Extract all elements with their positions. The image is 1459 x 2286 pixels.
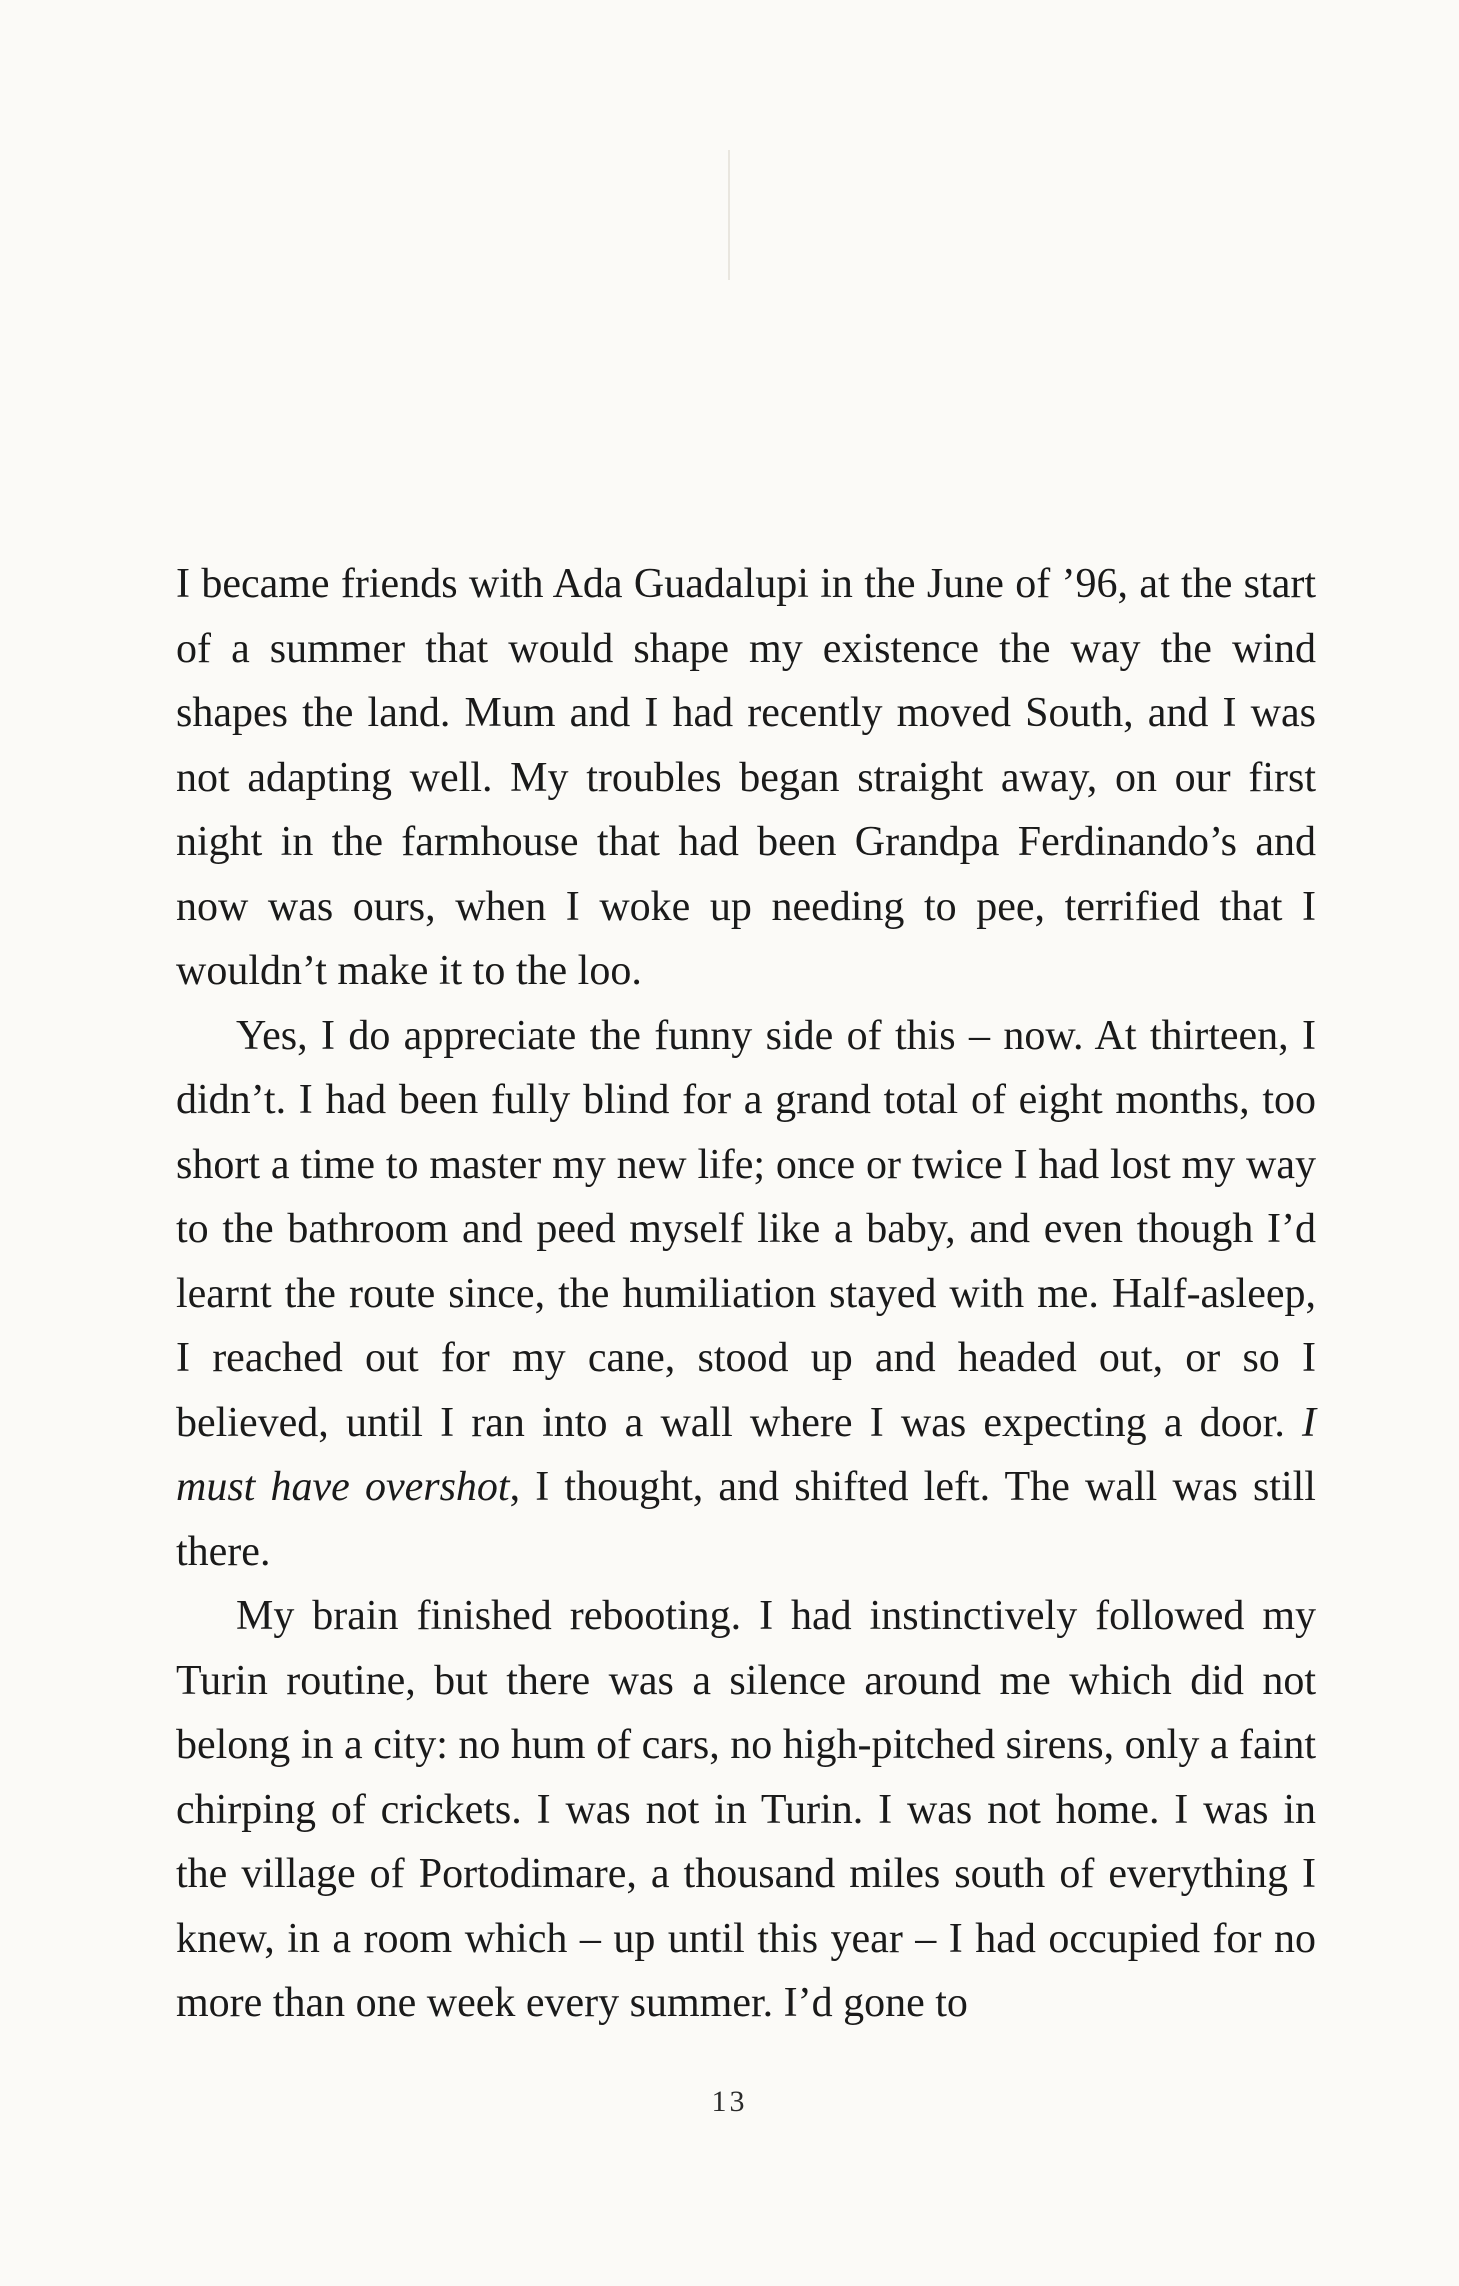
paragraph-3-text: My brain finished rebooting. I had instinctively followed my Turin routine, but there was a silence around me which did not belong in a city: no hum of cars, no high-pitched sirens, only a faint chirping of crickets. I was not in Turin. I was not home. I was in the village of Portodimare, a thousand miles south of everything I knew, in a room which – up until this year – I had occupied for no more than one week every summer. I’d gone to (176, 1593, 1316, 2026)
page-number: 13 (711, 2085, 748, 2118)
scan-fold-line (728, 150, 730, 280)
paragraph-2-text-end: , I thought, and shifted left. The wall was still there. (176, 1464, 1316, 1575)
paragraph-2-italic-thought: I must have overshot (176, 1399, 1316, 1510)
body-text (176, 552, 1316, 2036)
paragraph-3 (176, 1584, 1316, 2036)
paragraph-1 (176, 552, 1316, 1004)
paragraph-2 (176, 1004, 1316, 1585)
paragraph-2-text-start: Yes, I do appreciate the funny side of this – now. At thirteen, I didn’t. I had been fully blind for a grand total of eight months, too short a time to master my new life; once or twice I had lost my way to the bathroom and peed myself like a baby, and even though I’d learnt the route since, the humiliation stayed with me. Half-asleep, I reached out for my cane, stood up and headed out, or so I believed, until I ran into a wall where I was expecting a door. (176, 1012, 1316, 1446)
paragraph-1-text: I became friends with Ada Guadalupi in the June of ’96, at the start of a summer that would shape my existence the way the wind shapes the land. Mum and I had recently moved South, and I was not adapting well. My troubles began straight away, on our first night in the farmhouse that had been Grandpa Ferdinando’s and now was ours, when I woke up needing to pee, terrified that I wouldn’t make it to the loo. (176, 561, 1316, 994)
